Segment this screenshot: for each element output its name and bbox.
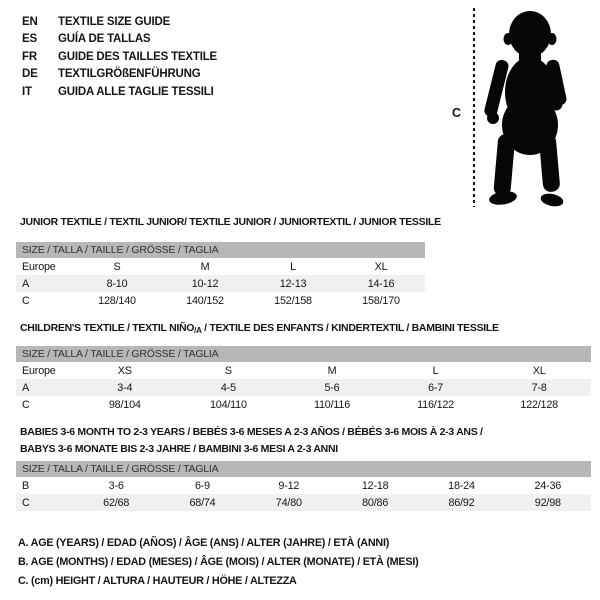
language-code: EN: [22, 15, 38, 28]
children-size-table: [16, 346, 591, 413]
size-cell: 9-12: [278, 479, 300, 492]
size-header-bar: SIZE / TALLA / TAILLE / GRÖSSE / TAGLIA: [16, 461, 591, 477]
language-title: GUÍA DE TALLAS: [58, 33, 151, 46]
size-cell: 12-13: [279, 277, 307, 290]
size-cell: 62/68: [103, 496, 130, 509]
language-code: ES: [22, 33, 37, 46]
table-row: [16, 477, 591, 494]
size-cell: M: [200, 260, 210, 273]
table-row: [16, 379, 591, 396]
size-cell: XL: [374, 260, 388, 273]
footnote-c: C. (cm) HEIGHT / ALTURA / HAUTEUR / HÖHE / ALTEZZA: [18, 575, 297, 587]
size-cell: 128/140: [98, 294, 136, 307]
size-cell: 68/74: [189, 496, 216, 509]
size-cell: 18-24: [448, 479, 475, 492]
height-measure-label: C: [452, 106, 462, 120]
size-cell: 140/152: [186, 294, 224, 307]
size-cell: 74/80: [275, 496, 302, 509]
junior-table-title: JUNIOR TEXTILE / TEXTIL JUNIOR/ TEXTILE JUNIOR / JUNIORTEXTIL / JUNIOR TESSILE: [20, 216, 441, 228]
babies-size-table: [16, 461, 591, 511]
table-row: [16, 362, 591, 379]
row-label: B: [22, 479, 30, 492]
language-row: [22, 13, 217, 31]
size-header-bar: SIZE / TALLA / TAILLE / GRÖSSE / TAGLIA: [16, 242, 425, 258]
table-row: [16, 396, 591, 413]
size-cell: 3-6: [108, 479, 124, 492]
babies-title-line2: BABYS 3-6 MONATE BIS 2-3 JAHRE / BAMBINI 3-6 MESI A 2-3 ANNI: [20, 443, 338, 455]
language-row: [22, 66, 217, 84]
size-cell: L: [432, 364, 439, 377]
language-row: [22, 31, 217, 49]
size-cell: 110/116: [313, 398, 350, 411]
size-cell: 158/170: [362, 294, 400, 307]
row-label: C: [22, 398, 30, 411]
footnote-b: B. AGE (MONTHS) / EDAD (MESES) / ÂGE (MOIS) / ALTER (MONATE) / ETÀ (MESI): [18, 556, 419, 568]
size-cell: 92/98: [534, 496, 561, 509]
size-cell: 24-36: [534, 479, 562, 492]
language-title: GUIDE DES TAILLES TEXTILE: [58, 50, 217, 63]
size-cell: 6-9: [194, 479, 210, 492]
size-cell: XL: [532, 364, 546, 377]
size-cell: 98/104: [108, 398, 141, 411]
size-cell: 122/128: [520, 398, 558, 411]
size-cell: 116/122: [417, 398, 454, 411]
size-cell: 4-5: [220, 381, 236, 394]
language-code: IT: [22, 85, 32, 98]
babies-title-line1: BABIES 3-6 MONTH TO 2-3 YEARS / BEBÉS 3-6 MESES A 2-3 AÑOS / BÉBÉS 3-6 MOIS À 2-3 ANS /: [20, 426, 483, 438]
row-label: A: [22, 381, 30, 394]
size-cell: 14-16: [367, 277, 395, 290]
size-cell: 7-8: [531, 381, 547, 394]
row-label: C: [22, 496, 30, 509]
row-label: A: [22, 277, 30, 290]
baby-silhouette-icon: [484, 8, 576, 210]
language-row: [22, 48, 217, 66]
language-code: DE: [22, 68, 38, 81]
footnote-a: A. AGE (YEARS) / EDAD (AÑOS) / ÂGE (ANS) / ALTER (JAHRE) / ETÀ (ANNI): [18, 537, 390, 549]
size-cell: L: [290, 260, 296, 273]
children-table-title: CHILDREN'S TEXTILE / TEXTIL $NIÑO_{/A}$ / TEXTILE DES ENFANTS / KINDERTEXTIL / BAMBINI TESSILE: [20, 322, 499, 335]
table-row: [16, 494, 591, 511]
table-row: [16, 292, 425, 309]
table-row: [16, 275, 425, 292]
row-label: Europe: [22, 364, 56, 377]
size-cell: S: [224, 364, 232, 377]
table-row: [16, 258, 425, 275]
size-cell: XS: [117, 364, 132, 377]
language-row: [22, 83, 217, 101]
size-header-bar: SIZE / TALLA / TAILLE / GRÖSSE / TAGLIA: [16, 346, 591, 362]
size-cell: 8-10: [106, 277, 128, 290]
legend-footnotes: [18, 534, 418, 591]
language-title: GUIDA ALLE TAGLIE TESSILI: [58, 85, 214, 98]
row-label: Europe: [22, 260, 56, 273]
size-cell: 86/92: [448, 496, 475, 509]
row-label: C: [22, 294, 30, 307]
size-cell: 6-7: [428, 381, 444, 394]
language-title: TEXTILE SIZE GUIDE: [58, 15, 171, 28]
size-cell: 10-12: [191, 277, 219, 290]
language-code: FR: [22, 50, 37, 63]
size-cell: M: [327, 364, 337, 377]
size-cell: S: [113, 260, 121, 273]
size-cell: 80/86: [362, 496, 389, 509]
size-cell: 5-6: [324, 381, 340, 394]
height-measure-line: [473, 8, 475, 207]
junior-size-table: [16, 242, 425, 309]
babies-table-title: [20, 424, 483, 458]
language-title: TEXTILGRÖßENFÜHRUNG: [58, 68, 201, 81]
size-cell: 12-18: [361, 479, 389, 492]
size-cell: 104/110: [209, 398, 247, 411]
size-cell: 3-4: [117, 381, 133, 394]
language-title-list: [22, 13, 217, 101]
size-cell: 152/158: [274, 294, 312, 307]
